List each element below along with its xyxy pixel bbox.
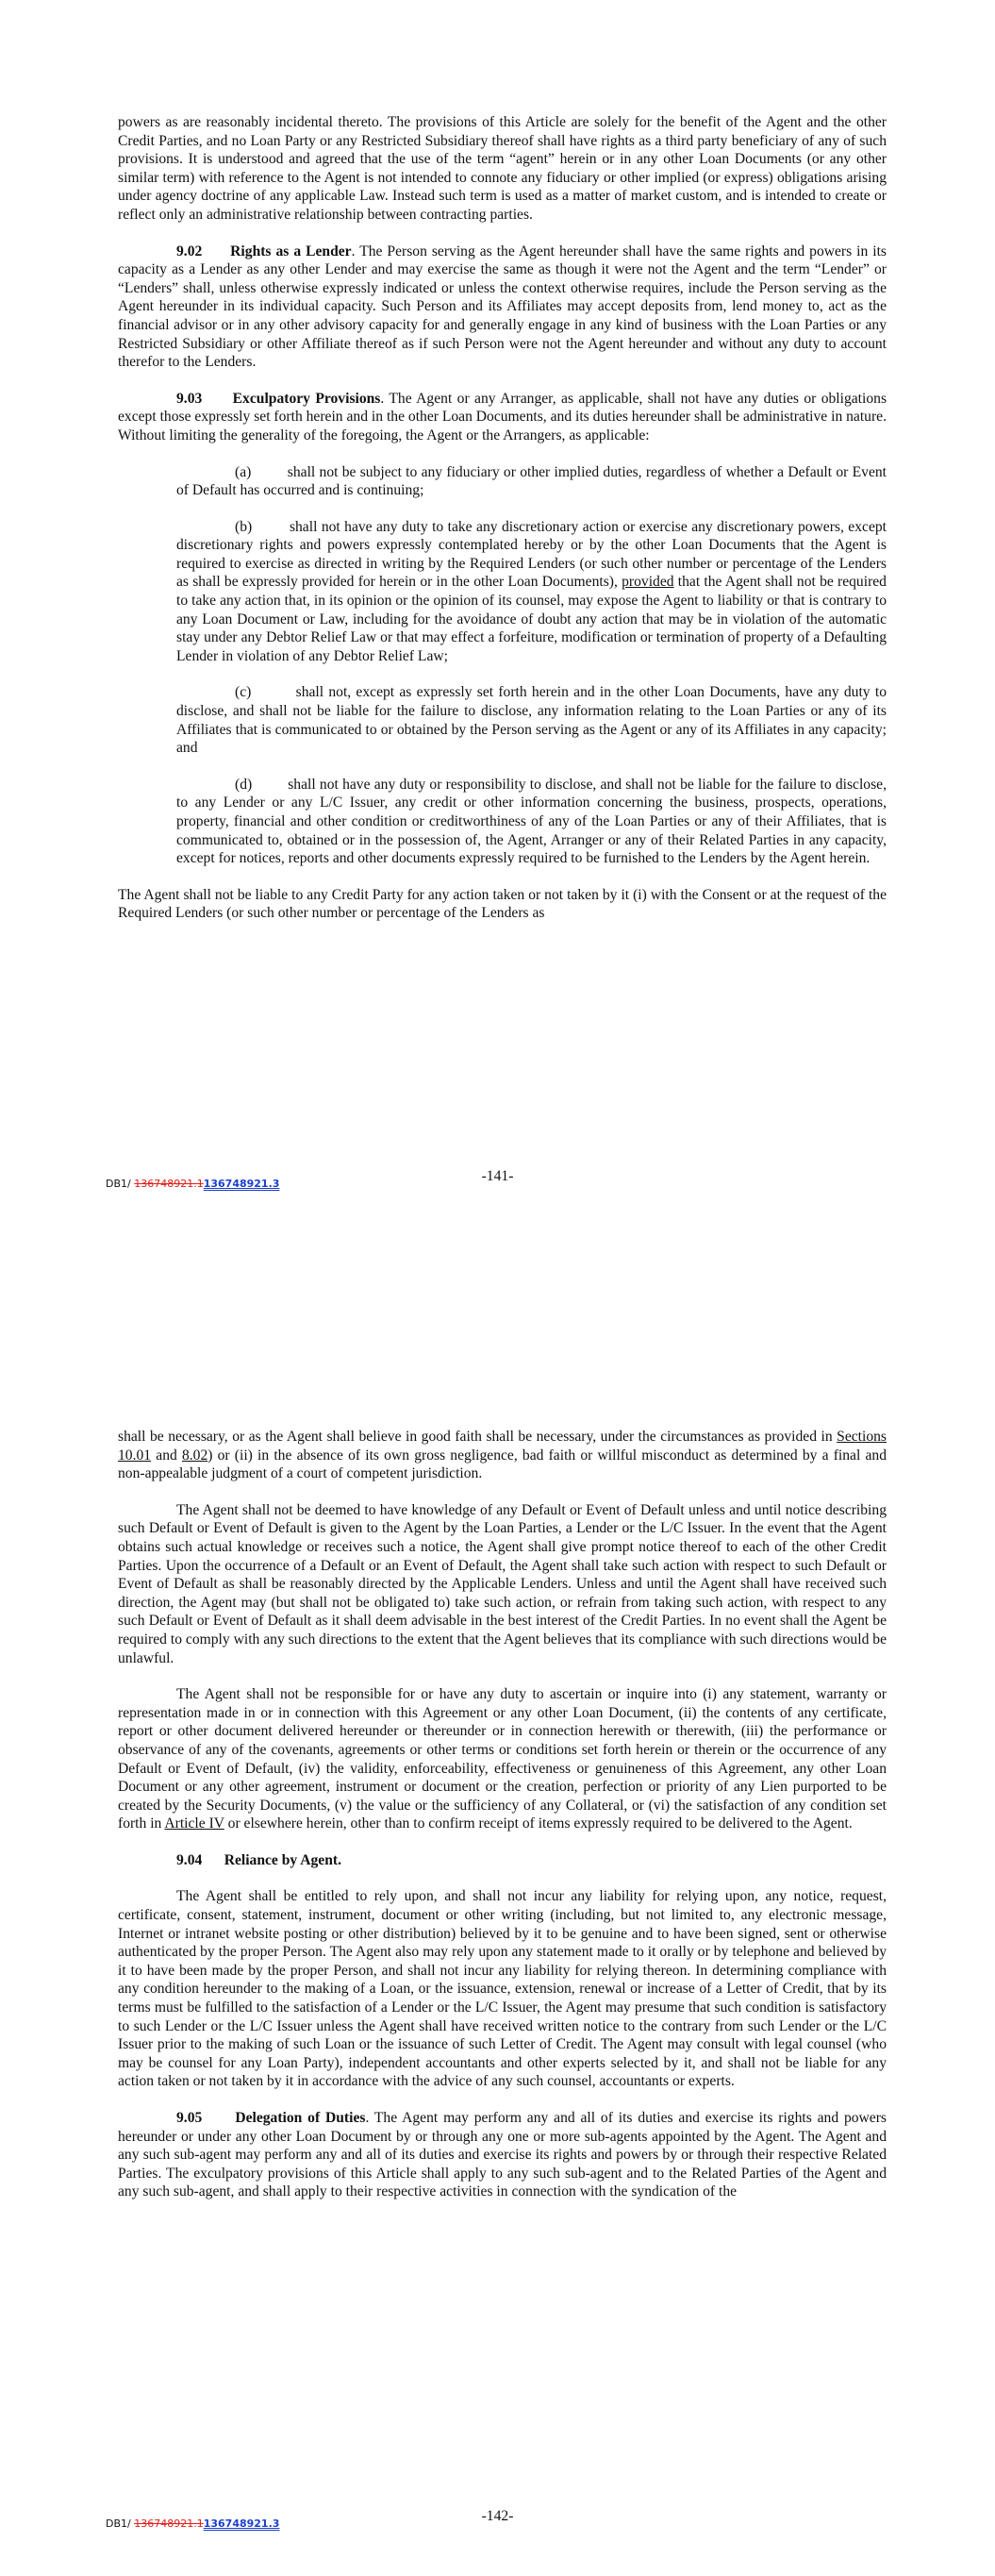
section-title: Rights as a Lender — [230, 243, 352, 259]
page-body — [118, 1428, 887, 2219]
paragraph-no-responsibility — [118, 1685, 887, 1833]
section-9-04 — [118, 1851, 887, 1870]
page-number: -141- — [481, 1168, 514, 1184]
clause-b-text: (b) shall not have any duty to take any discretionary action or exercise any discretionary powers, except discretionary rights and powers expressly contemplated hereby or by the other Loan Documents that the Agent is required to exercise as directed in writing by the Required Lenders (or such other number or percentage of the Lenders as shall be expressly provided for herein or in the other Loan Documents), — [176, 518, 887, 591]
paragraph-knowledge-of-default: The Agent shall not be deemed to have knowledge of any Default or Event of Default unless and until notice describing such Default or Event of Default is given to the Agent by the Loan Parties, a Lender or the L/C Issuer. In the event that the Agent obtains such actual knowledge or receives such a notice, the Agent shall give prompt notice thereof to each of the other Credit Parties. Upon the occurrence of a Default or an Event of Default, the Agent shall take such action with respect to such Default or Event of Default as shall be reasonably directed by the Applicable Lenders. Unless and until the Agent shall have received such direction, the Agent may (but shall not be obligated to) take such action, or refrain from taking such action, with respect to any such Default or Event of Default as it shall deem advisable in the best interest of the Credit Parties. In no event shall the Agent be required to comply with any such directions to the extent that the Agent believes that its compliance with such directions would be unlawful. — [118, 1501, 887, 1666]
document-id — [106, 2517, 279, 2530]
section-number: 9.05 — [176, 2110, 203, 2126]
clause-a: (a) shall not be subject to any fiduciary or other implied duties, regardless of whether a Default or Event of Default has occurred and is continuing; — [176, 463, 887, 499]
section-number: 9.03 — [176, 390, 203, 407]
page-142 — [0, 1288, 995, 2576]
document-id-prefix: DB1/ — [106, 1178, 135, 1190]
section-number: 9.04 — [176, 1851, 203, 1868]
text: and — [151, 1447, 182, 1464]
section-title: Reliance by Agent. — [224, 1851, 341, 1868]
section-9-03 — [118, 390, 887, 445]
cross-reference: Article IV — [164, 1815, 224, 1832]
clause-b-proviso: provided — [622, 574, 674, 591]
paragraph-continuation: powers as are reasonably incidental thereto. The provisions of this Article are solely for the benefit of the Agent and the other Credit Parties, and no Loan Party or any Restricted Subsidiary thereof shall have rights as a third party beneficiary of any of such provisions. It is understood and agreed that the use of the term “agent” herein or in any other Loan Documents (or any other similar term) with reference to the Agent is not intended to connote any fiduciary or other implied (or express) obligations arising under agency doctrine of any applicable Law. Instead such term is used as a matter of market custom, and is intended to create or reflect only an administrative relationship between contracting parties. — [118, 114, 887, 223]
document-id-inserted: 136748921.3 — [203, 2517, 280, 2530]
text: ) or (ii) in the absence of its own gross negligence, bad faith or willful misconduct as determined by a final and non-appealable judgment of a court of competent jurisdiction. — [118, 1447, 887, 1482]
clause-b — [176, 518, 887, 666]
document-id-deleted: 136748921.1 — [134, 2517, 204, 2530]
clause-b-text-rest: that the Agent shall not be required to take any action that, in its opinion or the opinion of its counsel, may expose the Agent to liability or that is contrary to any Loan Document or Law, including for the avoidance of doubt any action that may be in violation of the automatic stay under any Debtor Relief Law or that may effect a forfeiture, modification or termination of property of a Defaulting Lender in violation of any Debtor Relief Law; — [176, 574, 887, 664]
document-id-inserted: 136748921.3 — [203, 1178, 280, 1190]
section-number: 9.02 — [176, 243, 203, 259]
text: The Agent shall not be responsible for or have any duty to ascertain or inquire into (i) any statement, warranty or representation made in or in connection with this Agreement or any other Loan Document, (ii) the contents of any certificate, report or other document delivered hereunder or thereunder or in connection herewith or therewith, (iii) the performance or observance of any of the covenants, agreements or other terms or conditions set forth herein or therein or the occurrence of any Default or Event of Default, (iv) the validity, enforceability, effectiveness or genuineness of this Agreement, any other Loan Document or any other agreement, instrument or document or the creation, perfection or priority of any Lien purported to be created by the Security Documents, (v) the value or the sufficiency of any Collateral, or (vi) the satisfaction of any condition set forth in — [118, 1686, 887, 1832]
section-text: . The Agent may perform any and all of its duties and exercise its rights and powers hereunder or under any other Loan Document by or through any one or more sub-agents appointed by the Agent. The Agent and any such sub-agent may perform any and all of its duties and exercise its rights and powers by or through their respective Related Parties. The exculpatory provisions of this Article shall apply to any such sub-agent and to the Related Parties of the Agent and any such sub-agent, and shall apply to their respective activities in connection with the syndication of the — [118, 2110, 887, 2200]
paragraph-continuation — [118, 1428, 887, 1483]
paragraph-agent-liability: The Agent shall not be liable to any Credit Party for any action taken or not taken by it (i) with the Consent or at the request of the Required Lenders (or such other number or percentage of the Lenders as — [118, 886, 887, 922]
section-title: Delegation of Duties — [235, 2110, 366, 2126]
page-number: -142- — [481, 2508, 514, 2524]
page-body — [118, 113, 887, 941]
section-text: . The Person serving as the Agent hereunder shall have the same rights and powers in its capacity as a Lender as any other Lender and may exercise the same as though it were not the Agent and the term “Lender” or “Lenders” shall, unless otherwise expressly indicated or unless the context otherwise requires, include the Person serving as the Agent hereunder in its individual capacity. Such Person and its Affiliates may accept deposits from, lend money to, act as the financial advisor or in any other advisory capacity for and generally engage in any kind of business with the Loan Parties or any Restricted Subsidiary or other Affiliate thereof as if such Person were not the Agent hereunder and without any duty to account therefor to the Lenders. — [118, 243, 887, 371]
cross-reference: Sections 10.01 — [118, 1429, 887, 1464]
text: or elsewhere herein, other than to confirm receipt of items expressly required to be delivered to the Agent. — [224, 1815, 853, 1832]
document-id-prefix: DB1/ — [106, 2517, 135, 2530]
paragraph-reliance: The Agent shall be entitled to rely upon, and shall not incur any liability for relying upon, any notice, request, certificate, consent, statement, instrument, document or other writing (including, but not limited to, any electronic message, Internet or intranet website posting or other distribution) believed by it to be genuine and to have been signed, sent or otherwise authenticated by the proper Person. The Agent also may rely upon any statement made to it orally or by telephone and believed by it to have been made by the proper Person, and shall not incur any liability for relying thereon. In determining compliance with any condition hereunder to the making of a Loan, or the issuance, extension, renewal or increase of a Letter of Credit, that by its terms must be fulfilled to the satisfaction of a Lender or the L/C Issuer, the Agent may presume that such condition is satisfactory to such Lender or the L/C Issuer unless the Agent shall have received written notice to the contrary from such Lender or the L/C Issuer prior to the making of such Loan or the issuance of such Letter of Credit. The Agent may consult with legal counsel (who may be counsel for any Loan Party), independent accountants and other experts selected by it, and shall not be liable for any action taken or not taken by it in accordance with the advice of any such counsel, accountants or experts. — [118, 1888, 887, 2090]
text: shall be necessary, or as the Agent shall believe in good faith shall be necessary, under the circumstances as provided in — [118, 1429, 837, 1445]
document-id-deleted: 136748921.1 — [134, 1178, 204, 1190]
clause-d: (d) shall not have any duty or responsibility to disclose, and shall not be liable for the failure to disclose, to any Lender or any L/C Issuer, any credit or other information concerning the business, prospects, operations, property, financial and other condition or creditworthiness of any of the Loan Parties or any of their Affiliates, that is communicated to, obtained or in the possession of, the Agent, Arranger or any of their Related Parties in any capacity, except for notices, reports and other documents expressly required to be furnished to the Lenders by the Agent herein. — [176, 776, 887, 867]
section-9-02 — [118, 243, 887, 372]
document-id — [106, 1178, 279, 1190]
clause-c: (c) shall not, except as expressly set forth herein and in the other Loan Documents, have any duty to disclose, and shall not be liable for the failure to disclose, any information relating to the Loan Parties or any of its Affiliates that is communicated to or obtained by the Person serving as the Agent or any of its Affiliates in any capacity; and — [176, 684, 887, 757]
section-9-05 — [118, 2109, 887, 2201]
section-text: . The Agent or any Arranger, as applicable, shall not have any duties or obligations except those expressly set forth herein and in the other Loan Documents, and its duties hereunder shall be administrative in nature. Without limiting the generality of the foregoing, the Agent or the Arrangers, as applicable: — [118, 390, 887, 443]
section-title: Exculpatory Provisions — [232, 390, 381, 407]
cross-reference: 8.02 — [181, 1447, 208, 1464]
